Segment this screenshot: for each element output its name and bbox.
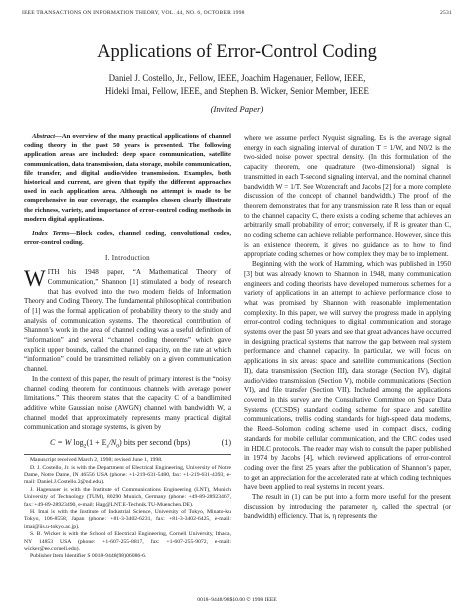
right-column — [244, 134, 451, 522]
abstract — [24, 132, 231, 224]
paper-title: Applications of Error-Control Coding — [97, 42, 377, 62]
author-line-2: Hideki Imai, Fellow, IEEE, and Stephen B. Wicker, Senior Member, IEEE — [105, 86, 369, 96]
intro-paragraph-1 — [24, 268, 231, 375]
intro-paragraph-1-text: ITH his 1948 paper, “A Mathematical Theory of Communication,” Shannon [1] stimulated a body of research that has evolved into the two modern fields of Information Theory and Coding Theory. The fundamental philosophical contribution of [1] was the formal application of probability theory to the study and analysis of communication systems. The theoretical contribution of Shannon’s work in the area of channel coding was a useful definition of “information” and several “channel coding theorems” which gave explicit upper bounds, called the channel capacity, on the rate at which “information” could be transmitted reliably on a given communication channel. — [24, 268, 231, 374]
footnote-received: Manuscript received March 2, 1998; revised June 1, 1998. — [30, 457, 163, 464]
footnote-wicker: S. B. Wicker is with the School of Electrical Engineering, Cornell University, Ithaca, NY 14853 USA (phone: +1-607-255-8817, fax: +1-607-255-9072, e-mail: wicker@ee.cornell.edu). — [24, 531, 231, 552]
section-heading-introduction: I. Introduction — [105, 254, 150, 263]
footnotes — [24, 454, 231, 561]
footnote-costello: D. J. Costello, Jr. is with the Department of Electrical Engineering, University of Notre Dame, Notre Dame, IN 46556 USA (phone: +1-219-631-5480, fax: +1-219-631-4393, e-mail: Daniel.J.Costello.2@nd.edu). — [24, 464, 231, 486]
running-header — [22, 10, 452, 20]
left-column — [24, 132, 231, 561]
equation-formula: C = W $\log_2(1 + E_s/N_0)$ bits per second (bps) — [50, 438, 191, 450]
abstract-text: An overview of the many practical applications of channel coding theory in the past 50 years is presented. The following application areas are included: deep space communication, satellite communication, data transmission, data storage, mobile communication, file transfer, and digital audio/video transmission. Examples, both historical and current, are given that typify the different approaches used in each application area. Although no attempt is made to be comprehensive in our coverage, the examples chosen clearly illustrate the richness, variety, and importance of error-control coding methods in modern digital applications. — [24, 133, 231, 223]
capacity-equation — [24, 436, 231, 450]
page-number: 2531 — [440, 10, 452, 16]
abstract-label: Abstract— — [32, 133, 62, 140]
copyright-footer: 0018–9448/98$10.00 © 1998 IEEE — [197, 597, 277, 603]
invited-paper-label: (Invited Paper) — [210, 104, 264, 114]
author-list — [0, 72, 474, 98]
index-terms — [24, 229, 231, 247]
footnote-hagenauer: J. Hagenauer is with the Institute of Communications Engineering (LNT), Munich University of Technology (TUM), 80290 Munich, Germany (phone: +49-89-28923467, fax: +49-89-28923490, e-mail: Hag@LNT.E-Technik.TU-Muenchen.DE). — [24, 486, 231, 508]
equation-number: (1) — [221, 438, 231, 448]
index-terms-label: Index Terms— — [32, 230, 77, 238]
body-paragraph-capacity: where we assume perfect Nyquist signaling, Es is the average signal energy in each signaling interval of duration T = 1/W, and N0/2 is the two-sided noise power spectral density. (In this formulation of the capacity theorem, one quadrature (two-dimensional) signal is transmitted in each T-second signaling interval, and the nominal channel bandwidth W = 1/T. See Wozencraft and Jacobs [2] for a more complete discussion of the concept of channel bandwidth.) The proof of the theorem demonstrates that for any transmission rate R less than or equal to the channel capacity C, there exists a coding scheme that achieves an arbitrarily small probability of error; conversely, if R is greater than C, no coding scheme can achieve reliable performance. However, since this is an existence theorem, it gives no guidance as to how to find appropriate coding schemes or how complex they may be to implement. — [244, 134, 451, 259]
body-paragraph-history: Beginning with the work of Hamming, which was published in 1950 [3] but was already known to Shannon in 1948, many communication engineers and coding theorists have developed numerous schemes for a variety of applications in an attempt to achieve performance close to what was promised by Shannon with reasonable implementation complexity. In this paper, we will survey the progress made in applying error-control coding techniques to digital communication and storage systems over the past 50 years and see that great advances have occurred in designing practical systems that narrow the gap between real system performance and channel capacity. In particular, we will focus on applications in six areas: space and satellite communications (Section II), data transmission (Section III), data storage (Section IV), digital audio/video transmission (Section V), mobile communications (Section VI), and file transfer (Section VII). Included among the applications covered in this survey are the Consultative Committee on Space Data Systems (CCSDS) standard coding scheme for space and satellite communications, trellis coding standards for high-speed data modems, the Reed–Solomon coding scheme used in compact discs, coding standards for mobile cellular communication, and the CRC codes used in HDLC protocols. The reader may wish to consult the paper published in 1974 by Jacobs [4], which reviewed applications of error-control coding over the first 25 years after the publication of Shannon’s paper, to get an appreciation for the accelerated rate at which coding techniques have been applied to real systems in recent years. — [244, 260, 452, 492]
index-terms-text: Block codes, channel coding, convolutional codes, error-control coding. — [24, 230, 231, 247]
intro-paragraph-2: In the context of this paper, the result of primary interest is the “noisy channel coding theorem for continuous channels with average power limitations.” This theorem states that the capacity C of a bandlimited additive white Gaussian noise (AWGN) channel with bandwidth W, a channel model that approximately represents many practical digital communication and storage systems, is given by — [24, 374, 231, 432]
drop-cap: W — [24, 266, 46, 292]
journal-name: IEEE TRANSACTIONS ON INFORMATION THEORY, VOL. 44, NO. 6, OCTOBER 1998 — [22, 10, 245, 16]
footnote-publisher-id: Publisher Item Identifier S 0018-9448(98)06086-6. — [30, 553, 147, 560]
footnote-imai: H. Imai is with the Institute of Industrial Science, University of Tokyo, Minato-ku Tokyo, 106-8558, Japan (phone: +81-3-3402-6231, fax: +81-3-3402-6425, e-mail: imai@iis.u-tokyo.ac.jp). — [24, 508, 231, 530]
body-paragraph-efficiency: The result in (1) can be put into a form more useful for the present discussion by introducing the parameter η, called the spectral (or bandwidth) efficiency. That is, η represents the — [244, 493, 451, 521]
author-line-1: Daniel J. Costello, Jr., Fellow, IEEE, Joachim Hagenauer, Fellow, IEEE, — [108, 73, 366, 83]
